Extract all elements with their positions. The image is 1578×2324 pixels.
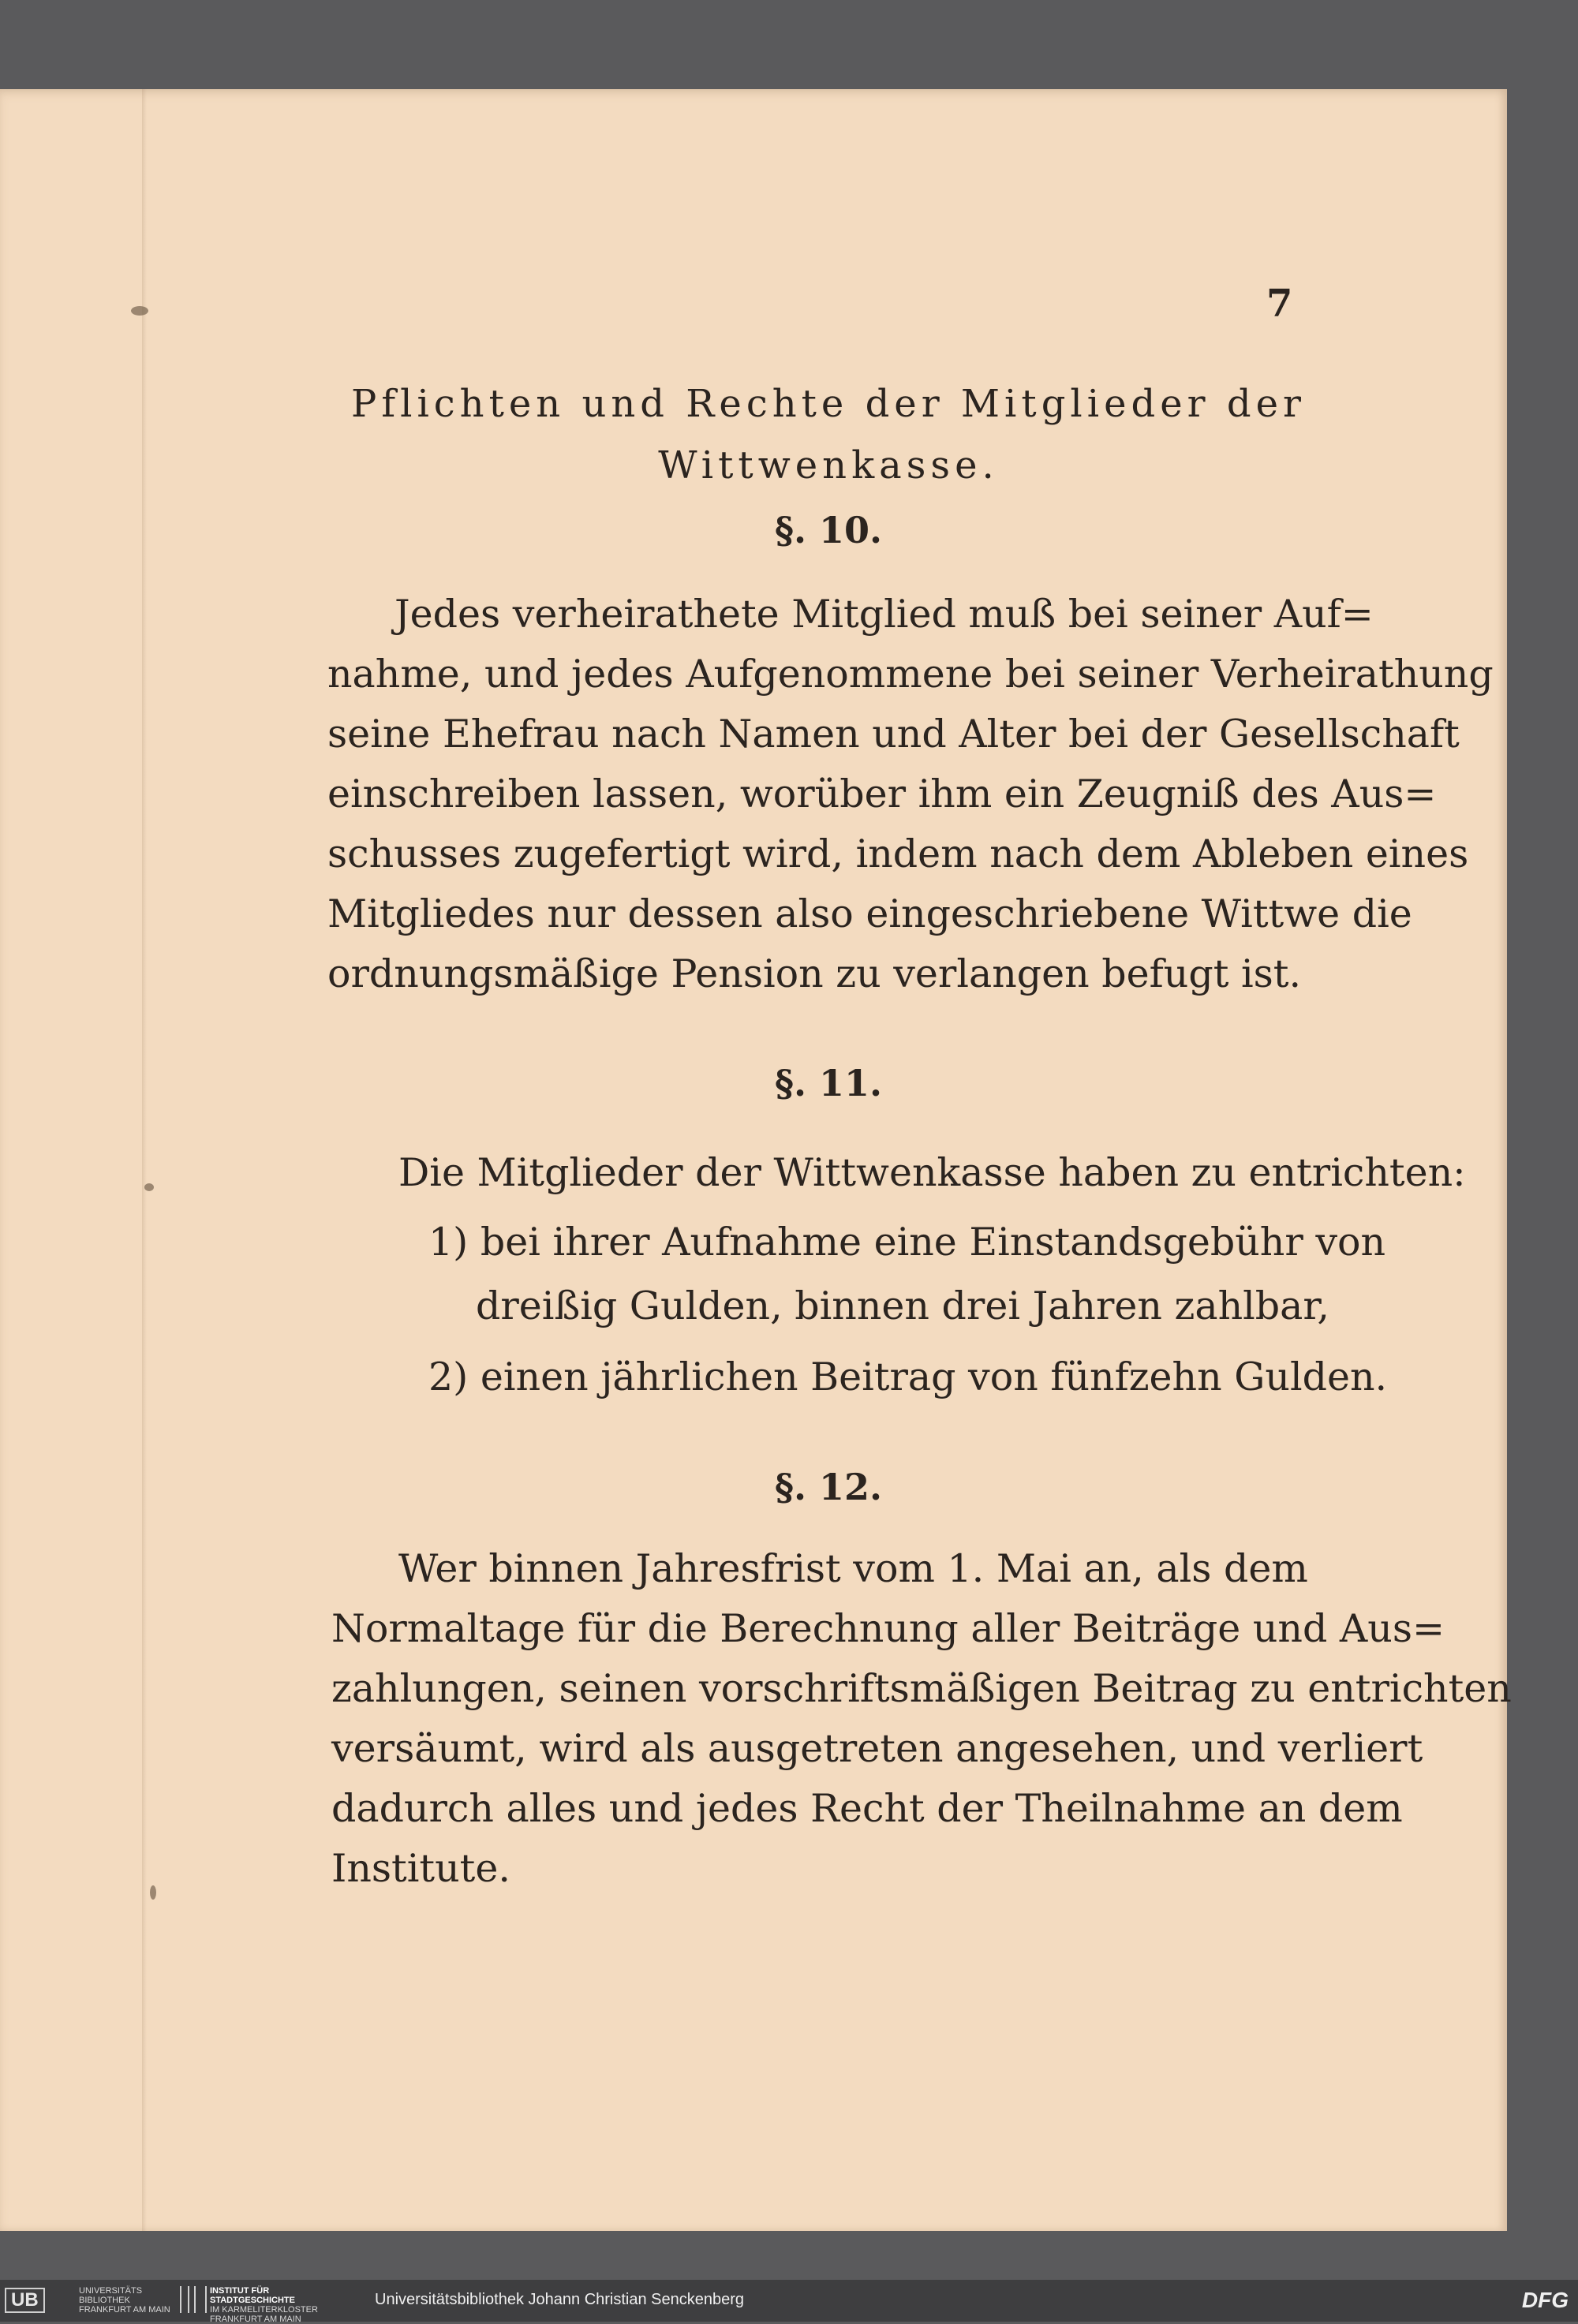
section-12-line: Normaltage für die Berechnung aller Beiträge und Aus=	[331, 1606, 1445, 1651]
page-fold-shadow	[142, 89, 147, 2231]
scanned-page	[0, 89, 1512, 2231]
section-12-mark: §. 12.	[774, 1466, 883, 1508]
section-12-line: Institute.	[331, 1846, 510, 1891]
ub-logo[interactable]: UB	[5, 2288, 45, 2313]
ub-logo-text: UNIVERSITÄTS BIBLIOTHEK FRANKFURT AM MAIN	[79, 2286, 170, 2315]
library-name-link[interactable]: Universitätsbibliothek Johann Christian Senckenberg	[375, 2291, 745, 2308]
section-11-item-1-cont: dreißig Gulden, binnen drei Jahren zahlbar,	[476, 1283, 1329, 1328]
section-11-mark: §. 11.	[774, 1062, 883, 1104]
institute-subtitle: IM KARMELITERKLOSTER FRANKFURT AM MAIN	[210, 2305, 318, 2324]
institute-title: INSTITUT FÜR STADTGESCHICHTE	[210, 2286, 295, 2305]
section-11-item-1: 1) bei ihrer Aufnahme eine Einstandsgebühr von	[428, 1220, 1386, 1265]
section-10-line: ordnungsmäßige Pension zu verlangen befugt ist.	[327, 951, 1302, 996]
section-10-paragraph	[327, 585, 1494, 1004]
section-11-intro: Die Mitglieder der Wittwenkasse haben zu entrichten:	[398, 1150, 1466, 1195]
section-12-line: versäumt, wird als ausgetreten angesehen, und verliert	[331, 1726, 1423, 1771]
institute-logo-icon[interactable]	[180, 2286, 207, 2313]
chapter-heading-line-1: Pflichten und Rechte der Mitglieder der	[351, 382, 1306, 426]
section-12-paragraph	[331, 1539, 1512, 1899]
dfg-logo[interactable]: DFG	[1521, 2288, 1569, 2312]
institute-logo-text	[210, 2286, 328, 2324]
section-10-line: Jedes verheirathete Mitglied muß bei seiner Auf=	[394, 592, 1374, 637]
section-10-line: schusses zugefertigt wird, indem nach dem Ableben eines	[327, 831, 1469, 876]
section-10-line: seine Ehefrau nach Namen und Alter bei der Gesellschaft	[327, 712, 1460, 757]
section-10-mark: §. 10.	[774, 509, 883, 551]
section-12-line: Wer binnen Jahresfrist vom 1. Mai an, als dem	[398, 1546, 1308, 1591]
ink-spot-lower	[150, 1885, 156, 1900]
chapter-heading	[331, 373, 1326, 496]
ink-spot-margin	[144, 1183, 154, 1191]
section-11-item-2: 2) einen jährlichen Beitrag von fünfzehn Gulden.	[428, 1354, 1388, 1399]
viewer-footer-bar	[0, 2280, 1578, 2322]
section-10-line: einschreiben lassen, worüber ihm ein Zeugniß des Aus=	[327, 772, 1437, 816]
section-12-line: dadurch alles und jedes Recht der Theilnahme an dem	[331, 1786, 1403, 1831]
page-number: 7	[1266, 282, 1293, 326]
chapter-heading-line-2: Wittwenkasse.	[658, 443, 999, 488]
section-10-line: Mitgliedes nur dessen also eingeschriebene Wittwe die	[327, 891, 1412, 936]
ink-spot-left	[131, 306, 148, 316]
section-12-line: zahlungen, seinen vorschriftsmäßigen Beitrag zu entrichten	[331, 1666, 1512, 1711]
section-10-line: nahme, und jedes Aufgenommene bei seiner Verheirathung	[327, 652, 1494, 697]
